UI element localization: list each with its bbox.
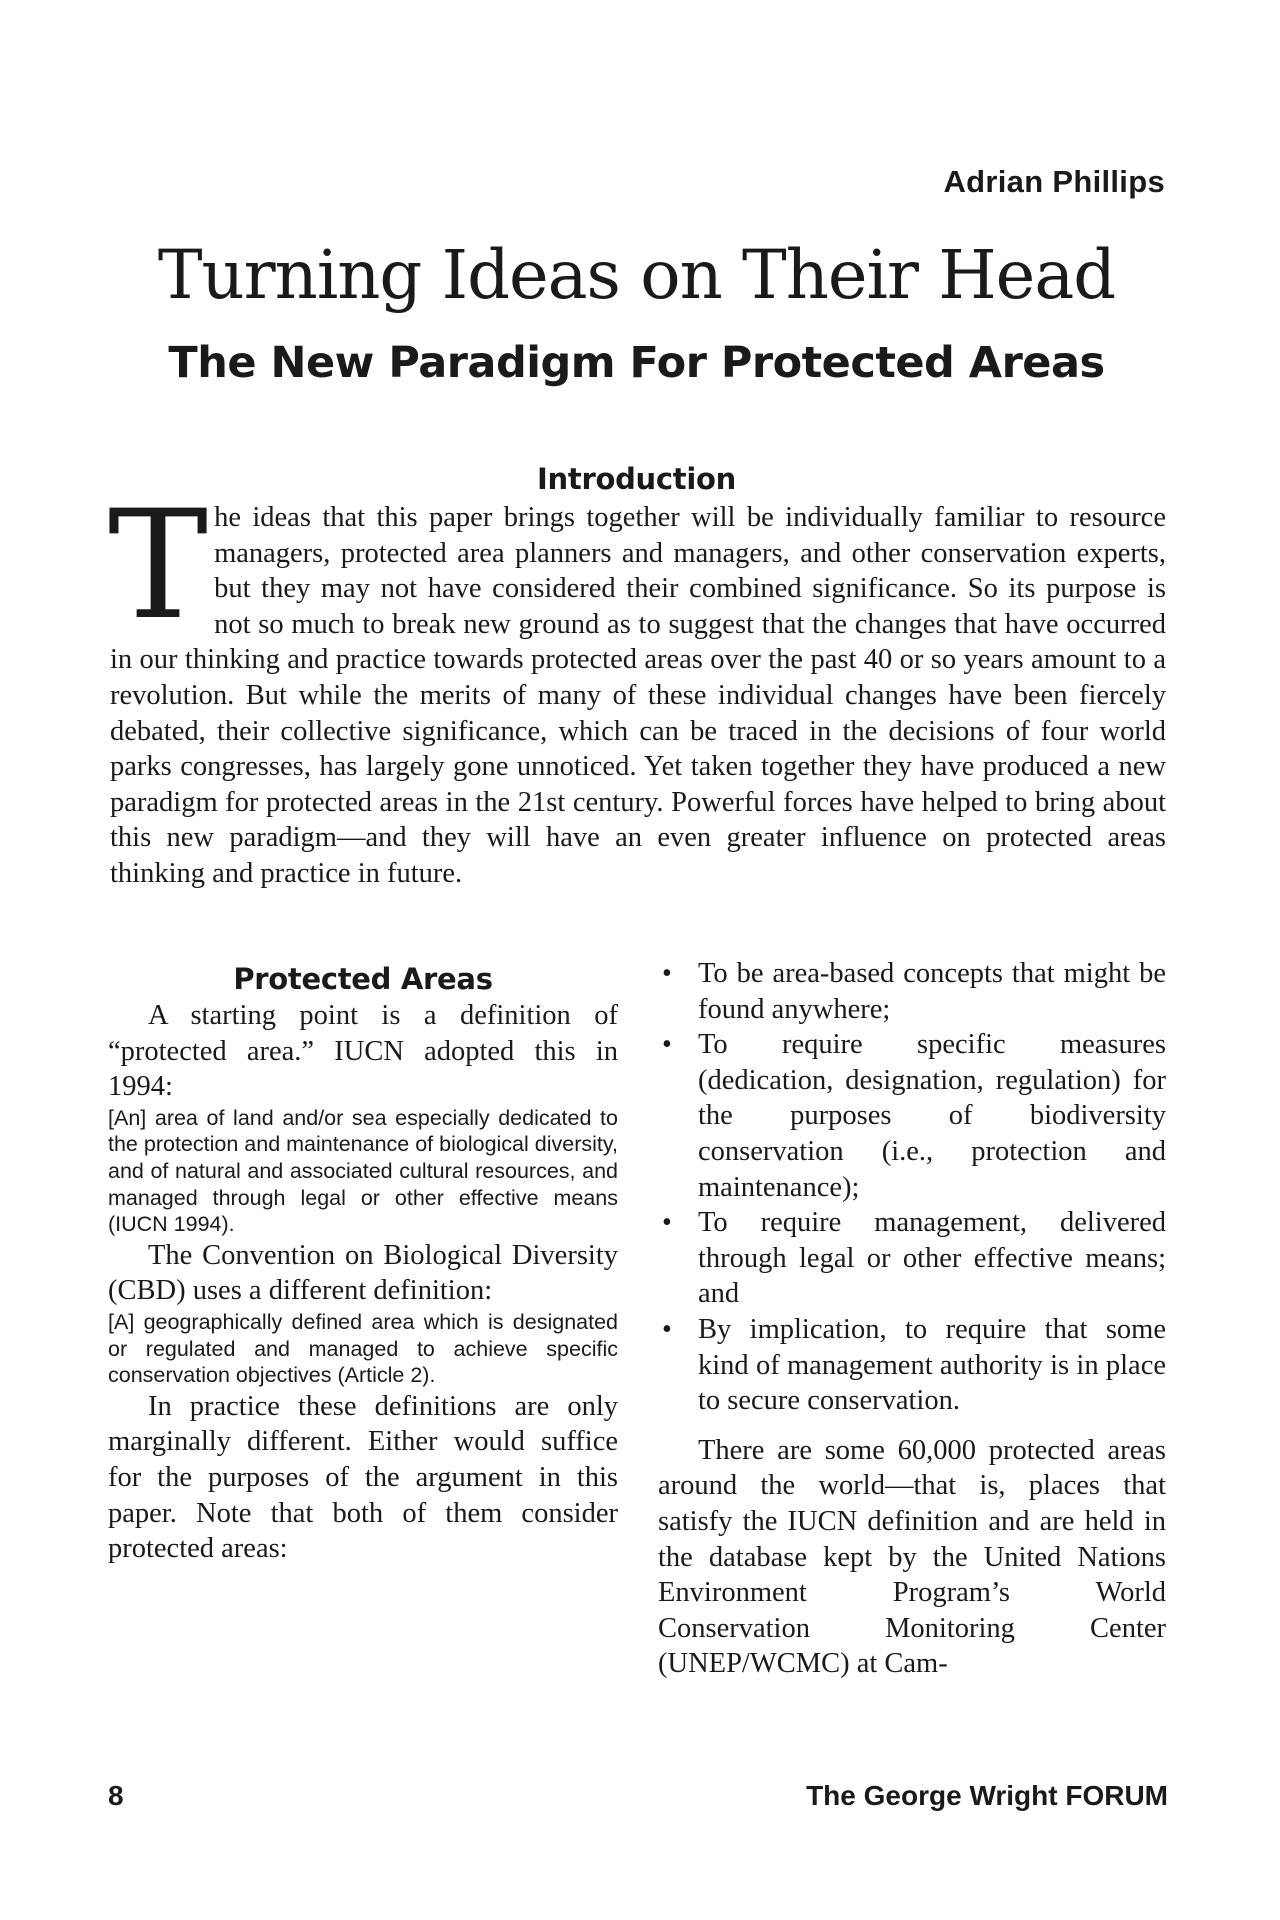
introduction-heading: Introduction [537,462,736,496]
block-quote: [A] geographically defined area which is designated or regulated and managed to achieve specific conservation objectives (Article 2). [108,1309,618,1388]
body-paragraph: A starting point is a definition of “protected area.” IUCN adopted this in 1994: [108,1000,618,1103]
bullet-icon: • [662,1207,672,1239]
drop-cap: T [108,479,209,653]
block-quote: [An] area of land and/or sea especially dedicated to the protection and maintenance of biological diversity, and of natural and associated cultural resources, and managed through legal or other effective means (IUCN 1994). [108,1105,618,1237]
list-item: • To require specific measures (dedication, designation, regulation) for the purposes of biodiversity conservation (i.e., protection and maintenance); [662,1029,1166,1203]
list-item: • To require management, delivered through legal or other effective means; and [662,1207,1166,1310]
article-title: Turning Ideas on Their Head [157,236,1116,314]
journal-name: The George Wright FORUM [806,1780,1168,1811]
page-number: 8 [108,1780,124,1811]
author-name: Adrian Phillips [943,164,1165,199]
body-paragraph: There are some 60,000 protected areas around the world—that is, places that satisfy the IUCN definition and are held in the database kept by the United Nations Environment Program’s World Conservation Monitoring Center (UNEP/WCMC) at Cam- [658,1434,1166,1680]
left-column [108,962,618,1567]
bullet-list [658,956,1166,1419]
bullet-icon: • [662,1029,672,1061]
bullet-icon: • [662,958,672,989]
right-column [658,956,1166,1682]
protected-areas-heading: Protected Areas [233,962,493,996]
body-paragraph: In practice these definitions are only marginally different. Either would suffice for the purposes of the argument in this paper. Note that both of them consider protected areas: [108,1390,618,1565]
body-paragraph: The Convention on Biological Diversity (CBD) uses a different definition: [108,1239,618,1307]
list-item: • By implication, to require that some kind of management authority is in place to secure conservation. [662,1313,1166,1417]
article-subtitle: The New Paradigm For Protected Areas [168,338,1105,388]
list-item: • To be area-based concepts that might be found anywhere; [662,958,1166,1025]
bullet-icon: • [662,1313,672,1345]
introduction-text: he ideas that this paper brings together will be individually familiar to resource managers, protected area planners and managers, and other conservation experts, but they may not have considered their combined significance. So its purpose is not so much to break new ground as to suggest that the changes that have occurred in our thinking and practice towards protected areas over the past 40 or so years amount to a revolution. But while the merits of many of these individual changes have been fiercely debated, their collective significance, which can be traced in the decisions of four world parks congresses, has largely gone unnoticed. Yet taken together they have produced a new paradigm for protected areas in the 21st century. Powerful forces have helped to bring about this new paradigm—and they will have an even greater influence on protected areas thinking and practice in future. [110,502,1166,889]
